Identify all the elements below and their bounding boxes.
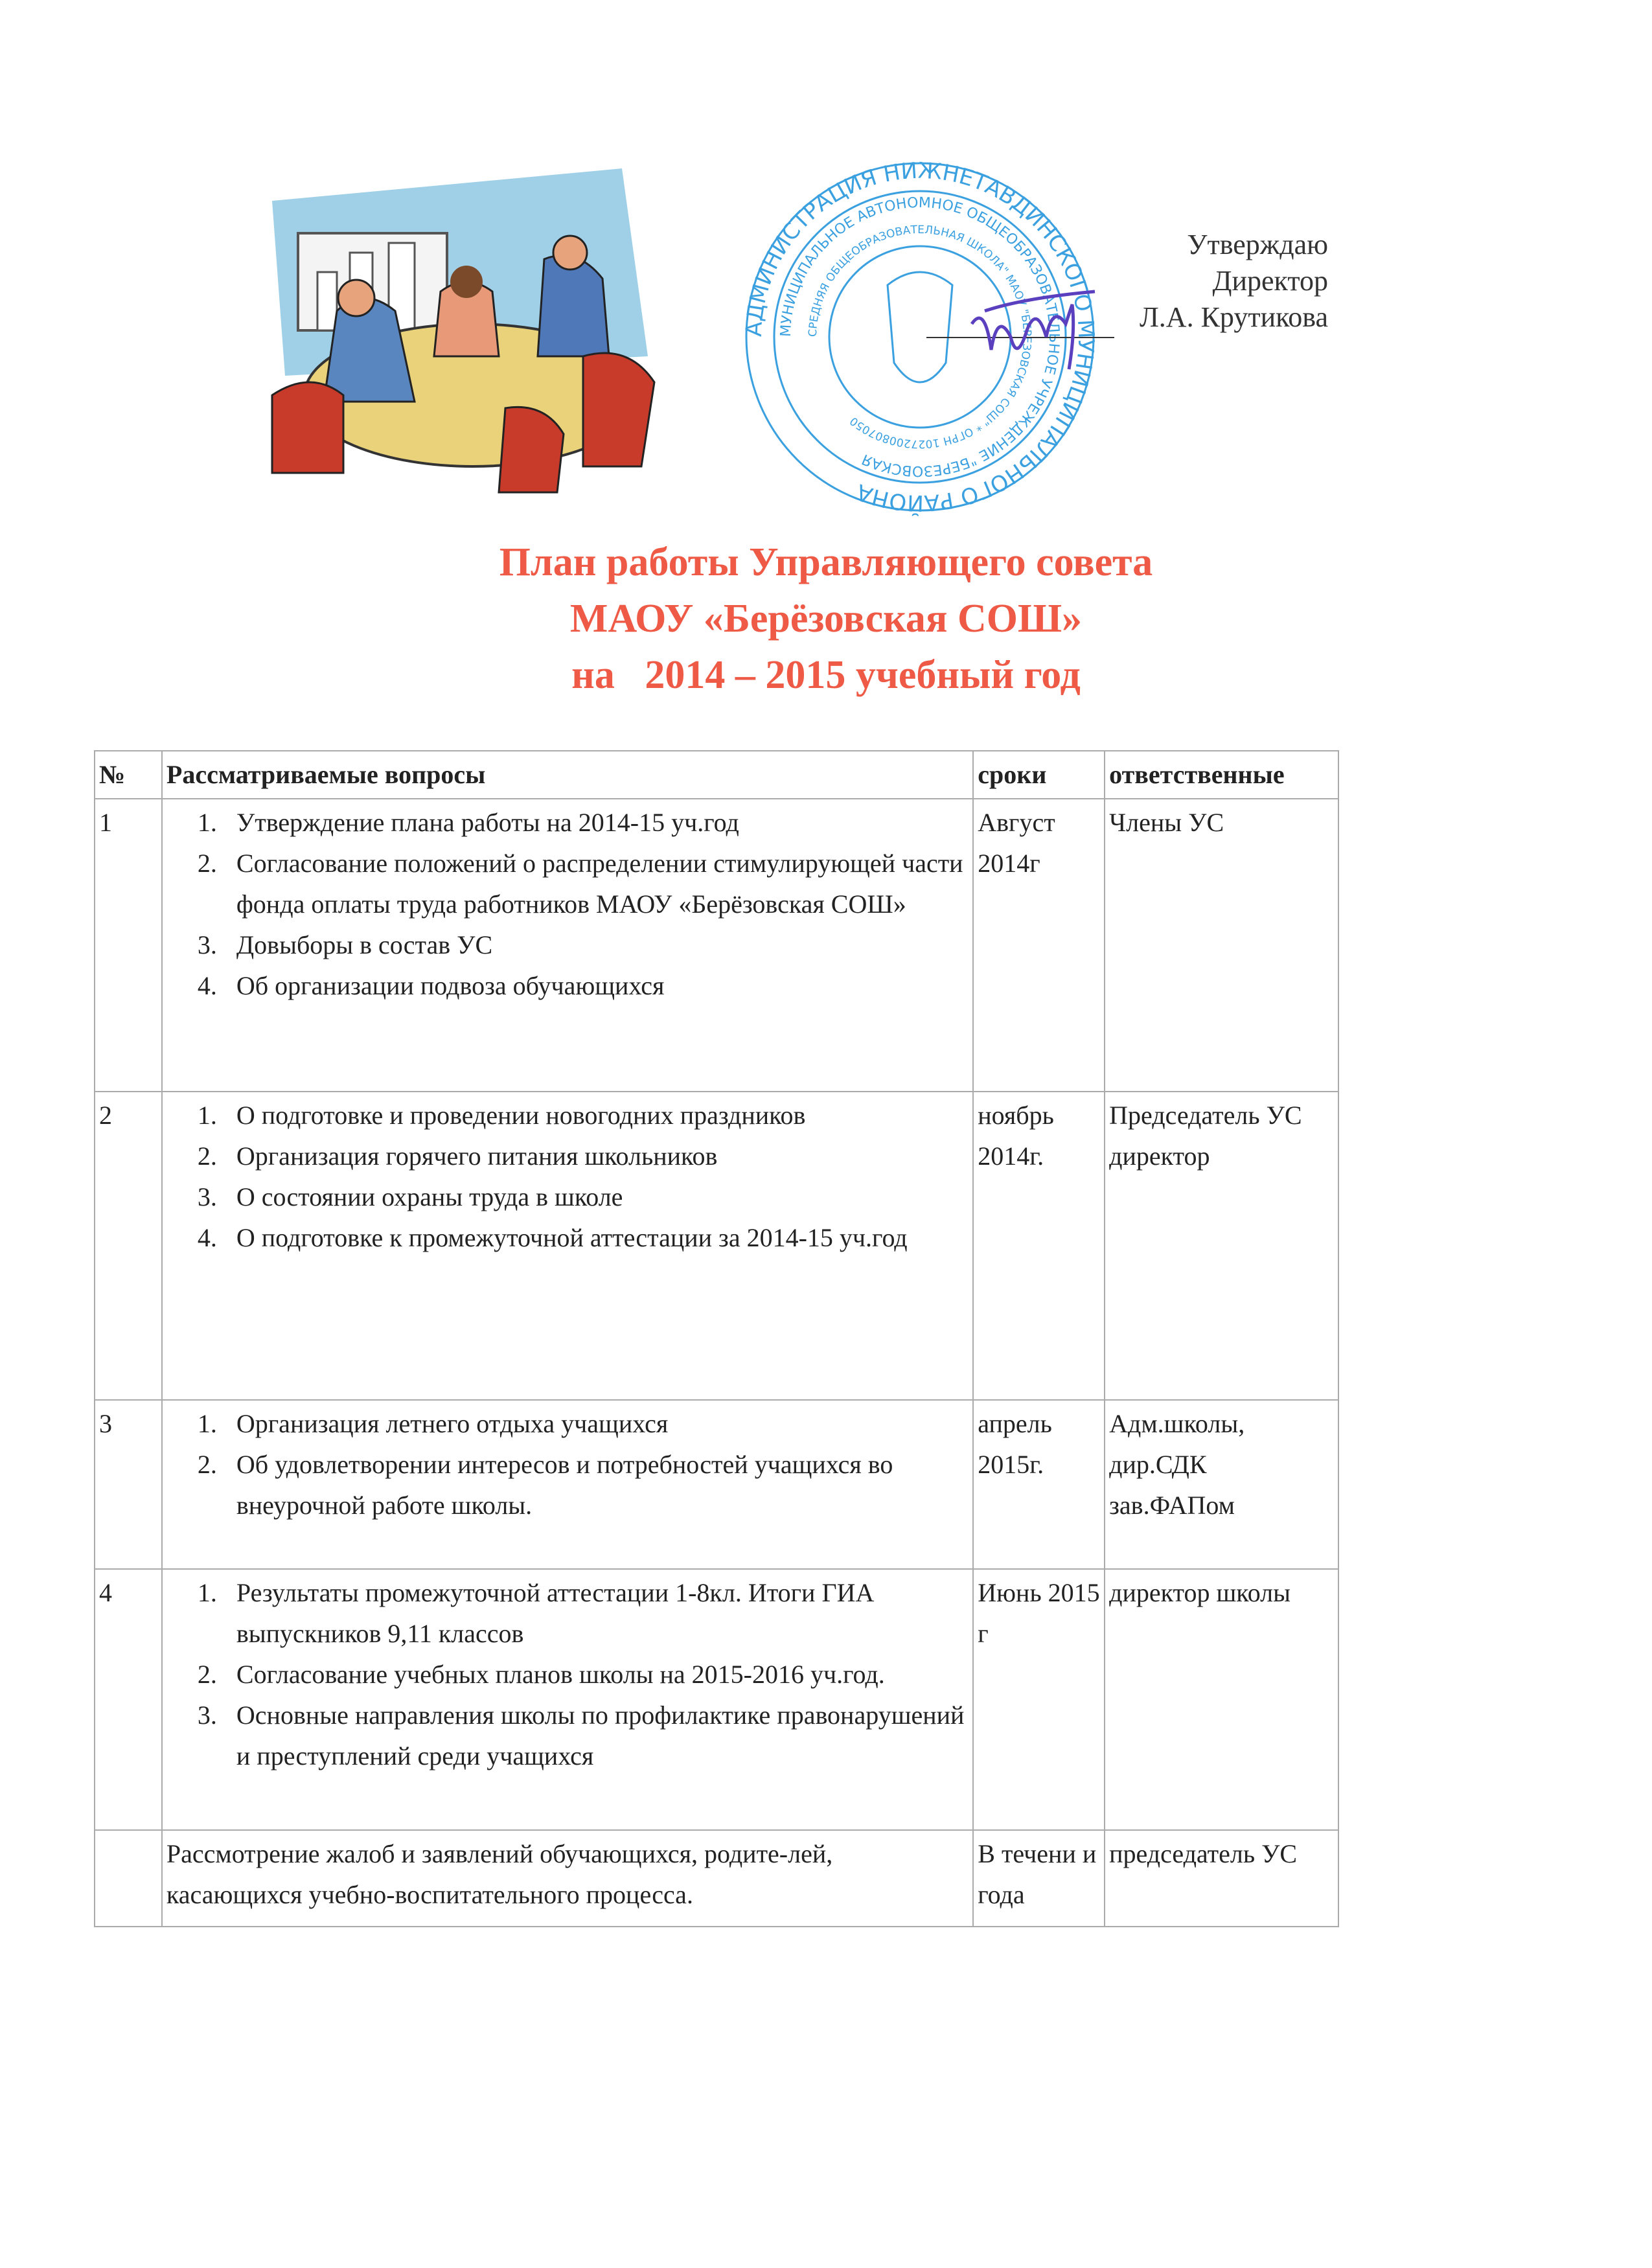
row-term: В течени и года: [973, 1830, 1105, 1927]
approval-label: Утверждаю: [1187, 229, 1328, 260]
row-term: Июнь 2015 г: [973, 1569, 1105, 1830]
stamp-inner-text: СРЕДНЯЯ ОБЩЕОБРАЗОВАТЕЛЬНАЯ ШКОЛА" МАОУ "БЕРЕЗОВСКАЯ СОШ" * ОГРН 1027200807050: [806, 223, 1034, 451]
row-text: Рассмотрение жалоб и заявлений обучающихся, родите-лей, касающихся учебно-воспитательного процесса.: [162, 1830, 973, 1927]
table-row: [95, 799, 1338, 1092]
row-number: 4: [95, 1569, 162, 1830]
question-item: 2. Согласование положений о распределении стимулирующей части фонда оплаты труда работников МАОУ «Берёзовская СОШ»: [224, 843, 969, 924]
table-row: [95, 1830, 1338, 1927]
question-list: [166, 1572, 969, 1776]
approval-position: Директор: [1212, 265, 1328, 297]
row-responsible: председатель УС: [1105, 1830, 1338, 1927]
stamp-outer-text: АДМИНИСТРАЦИЯ НИЖНЕТАВДИНСКОГО МУНИЦИПАЛЬНОГО РАЙОНА: [740, 157, 1099, 516]
header-responsible: ответственные: [1105, 751, 1338, 799]
row-term: ноябрь 2014г.: [973, 1092, 1105, 1400]
question-item: 3. Довыборы в состав УС: [224, 924, 969, 965]
question-item: 3. О состоянии охраны труда в школе: [224, 1176, 969, 1217]
header-number: №: [95, 751, 162, 799]
title-line-2: МАОУ «Берёзовская СОШ»: [569, 597, 1083, 641]
row-number: 1: [95, 799, 162, 1092]
table-row: [95, 1569, 1338, 1830]
question-list: [166, 802, 969, 1006]
handwritten-signature: [959, 272, 1108, 402]
question-item: 4. О подготовке к промежуточной аттестации за 2014-15 уч.год: [224, 1217, 969, 1258]
question-item: 2. Об удовлетворении интересов и потребностей учащихся во внеурочной работе школы.: [224, 1444, 969, 1526]
row-responsible: Председатель УС директор: [1105, 1092, 1338, 1400]
row-term: апрель 2015г.: [973, 1400, 1105, 1569]
row-responsible: директор школы: [1105, 1569, 1338, 1830]
table-header: [95, 751, 1338, 799]
stamp-middle-text: МУНИЦИПАЛЬНОЕ АВТОНОМНОЕ ОБЩЕОБРАЗОВАТЕЛЬНОЕ УЧРЕЖДЕНИЕ "БЕРЕЗОВСКАЯ: [777, 194, 1062, 479]
table-row: [95, 1400, 1338, 1569]
row-number: 3: [95, 1400, 162, 1569]
row-term: Август 2014г: [973, 799, 1105, 1092]
table-row: [95, 1092, 1338, 1400]
title-line-1: План работы Управляющего совета: [499, 540, 1153, 584]
plan-table: [94, 750, 1339, 1927]
header-terms: сроки: [973, 751, 1105, 799]
question-item: 4. Об организации подвоза обучающихся: [224, 965, 969, 1006]
approval-name: Л.А. Крутикова: [1139, 301, 1328, 333]
question-item: 1. Утверждение плана работы на 2014-15 уч.год: [224, 802, 969, 843]
row-responsible: Адм.школы, дир.СДК зав.ФАПом: [1105, 1400, 1338, 1569]
question-item: 1. Результаты промежуточной аттестации 1-8кл. Итоги ГИА выпускников 9,11 классов: [224, 1572, 969, 1654]
title-line-3: на 2014 – 2015 учебный год: [571, 653, 1081, 697]
row-number: [95, 1830, 162, 1927]
question-item: 1. О подготовке и проведении новогодних праздников: [224, 1095, 969, 1136]
approval-block: [1140, 227, 1328, 336]
question-list: [166, 1403, 969, 1526]
header-questions: Рассматриваемые вопросы: [162, 751, 973, 799]
row-responsible: Члены УС: [1105, 799, 1338, 1092]
document-title: [0, 534, 1652, 704]
question-item: 3. Основные направления школы по профилактике правонарушений и преступлений среди учащихся: [224, 1695, 969, 1776]
meeting-clipart: [259, 162, 700, 499]
row-number: 2: [95, 1092, 162, 1400]
question-item: 2. Согласование учебных планов школы на 2015-2016 уч.год.: [224, 1654, 969, 1695]
question-list: [166, 1095, 969, 1258]
question-item: 2. Организация горячего питания школьников: [224, 1136, 969, 1176]
question-item: 1. Организация летнего отдыха учащихся: [224, 1403, 969, 1444]
